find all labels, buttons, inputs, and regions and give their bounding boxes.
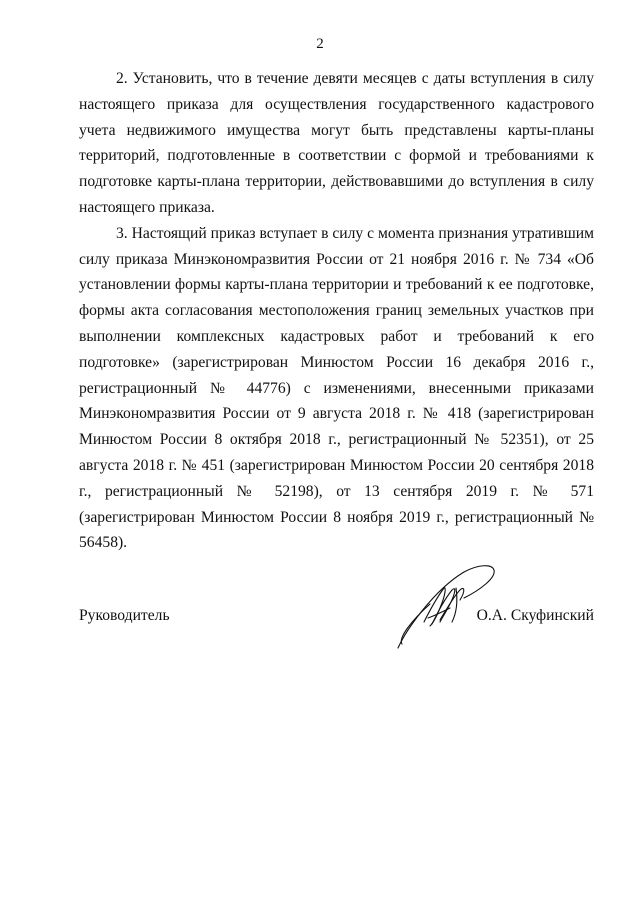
signatory-name: О.А. Скуфинский [476, 607, 594, 624]
document-body [79, 66, 594, 556]
paragraph-2: 2. Установить, что в течение девяти месяцев с даты вступления в силу настоящего приказа для осуществления государственного кадастрового учета недвижимого имущества могут быть представлены карты-планы территорий, подготовленные в соответствии с формой и требованиями к подготовке карты-плана территории, действовавшими до вступления в силу настоящего приказа. [79, 70, 594, 216]
paragraph-3: 3. Настоящий приказ вступает в силу с момента признания утратившим силу приказа Минэкономразвития России от 21 ноября 2016 г. № 734 «Об установлении формы карты-плана территории и требований к ее подготовке, формы акта согласования местоположения границ земельных участков при выполнении комплексных кадастровых работ и требований к его подготовке» (зарегистрирован Минюстом России 16 декабря 2016 г., регистрационный № 44776) с изменениями, внесенными приказами Минэкономразвития России от 9 августа 2018 г. № 418 (зарегистрирован Минюстом России 8 октября 2018 г., регистрационный № 52351), от 25 августа 2018 г. № 451 (зарегистрирован Минюстом России 20 сентября 2018 г., регистрационный № 52198), от 13 сентября 2019 г. № 571 (зарегистрирован Минюстом России 8 ноября 2019 г., регистрационный № 56458). [79, 224, 594, 552]
signatory-position: Руководитель [79, 607, 170, 624]
signature-block [79, 560, 594, 660]
page-number: 2 [316, 36, 324, 52]
